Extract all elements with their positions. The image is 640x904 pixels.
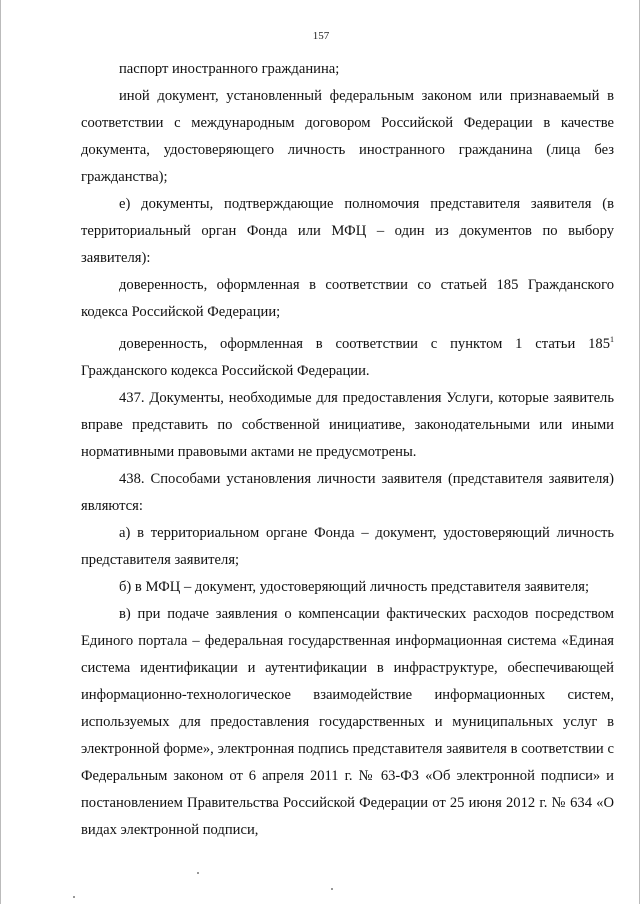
body-text <box>81 56 614 844</box>
paragraph-foreign-passport: паспорт иностранного гражданина; <box>119 61 340 77</box>
poa-text-after: Гражданского кодекса Российской Федерации. <box>81 363 370 379</box>
paragraph-item-e-authority-documents: е) документы, подтверждающие полномочия представителя заявителя (в территориальный орган Фонда или МФЦ – один из документов по выбору заявителя): <box>81 196 614 266</box>
article-superscript: 1 <box>610 335 614 344</box>
paragraph-item-c-unified-portal: в) при подаче заявления о компенсации фактических расходов посредством Единого портала – федеральная государственная информационная система «Единая система идентификации и аутентификации в инфраструктуре, обеспечивающей информационно-технологическое взаимодействие информационных систем, используемых для предоставления государственных и муниципальных услуг в электронной форме», электронная подпись представителя заявителя в соответствии с Федеральным законом от 6 апреля 2011 г. № 63-ФЗ «Об электронной подписи» и постановлением Правительства Российской Федерации от 25 июня 2012 г. № 634 «О видах электронной подписи, <box>81 606 614 838</box>
paragraph-item-b-mfc: б) в МФЦ – документ, удостоверяющий личность представителя заявителя; <box>119 579 589 595</box>
paragraph-437: 437. Документы, необходимые для предоставления Услуги, которые заявитель вправе представить по собственной инициативе, законодательными или иными нормативными правовыми актами не предусмотрены. <box>81 390 614 460</box>
paragraph-power-of-attorney-185: доверенность, оформленная в соответствии со статьей 185 Гражданского кодекса Российской Федерации; <box>81 277 614 320</box>
poa-text-before: доверенность, оформленная в соответствии с пунктом 1 статьи 185 <box>119 336 610 352</box>
paragraph-other-identity-document: иной документ, установленный федеральным законом или признаваемый в соответствии с международным договором Российской Федерации в качестве документа, удостоверяющего личность иностранного гражданина (лица без гражданства); <box>81 88 614 185</box>
paragraph-438: 438. Способами установления личности заявителя (представителя заявителя) являются: <box>81 471 614 514</box>
paragraph-power-of-attorney-185-1 <box>81 326 614 385</box>
scan-speck <box>331 888 333 890</box>
scan-speck <box>73 896 75 898</box>
paragraph-item-a-fund-office: а) в территориальном органе Фонда – документ, удостоверяющий личность представителя заявителя; <box>81 525 614 568</box>
scan-speck <box>197 872 199 874</box>
page-number: 157 <box>312 30 330 42</box>
